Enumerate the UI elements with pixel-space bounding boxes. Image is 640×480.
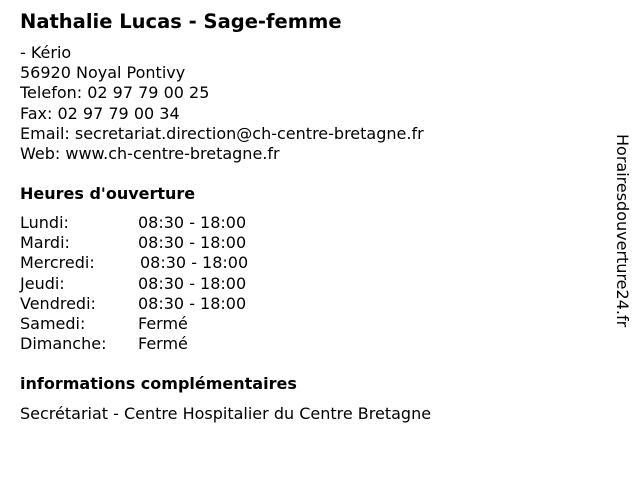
address-street: - Kério	[20, 43, 72, 62]
hours-day: Mercredi:	[20, 253, 95, 273]
hours-day: Dimanche:	[20, 334, 107, 354]
hours-row-lundi	[20, 213, 320, 233]
address-block	[20, 43, 424, 164]
hours-day: Jeudi:	[20, 273, 65, 293]
info-heading: informations complémentaires	[20, 374, 297, 393]
hours-row-dimanche	[20, 334, 320, 354]
address-city: 56920 Noyal Pontivy	[20, 63, 186, 83]
hours-time: 08:30 - 18:00	[138, 293, 247, 313]
fax-line: Fax: 02 97 79 00 34	[20, 103, 180, 123]
info-text: Secrétariat - Centre Hospitalier du Centre Bretagne	[20, 404, 432, 423]
page-title: Nathalie Lucas - Sage-femme	[20, 10, 342, 33]
site-watermark: Horairesdouverture24.fr	[613, 134, 632, 328]
hours-day: Samedi:	[20, 313, 86, 333]
web-line: Web: www.ch-centre-bretagne.fr	[20, 143, 280, 163]
hours-table	[20, 213, 320, 354]
hours-row-jeudi	[20, 274, 320, 294]
hours-row-samedi	[20, 314, 320, 334]
hours-row-mardi	[20, 233, 320, 253]
hours-row-mercredi	[20, 253, 320, 273]
hours-time: Fermé	[138, 334, 188, 354]
hours-day: Mardi:	[20, 233, 70, 253]
hours-time: 08:30 - 18:00	[138, 233, 247, 253]
hours-day: Vendredi:	[20, 293, 96, 313]
hours-time: 08:30 - 18:00	[140, 253, 249, 273]
hours-heading: Heures d'ouverture	[20, 184, 196, 203]
hours-time: Fermé	[138, 313, 188, 333]
hours-row-vendredi	[20, 294, 320, 314]
hours-day: Lundi:	[20, 213, 69, 232]
telefon-line: Telefon: 02 97 79 00 25	[20, 83, 210, 103]
hours-time: 08:30 - 18:00	[138, 273, 247, 293]
hours-time: 08:30 - 18:00	[138, 213, 247, 232]
email-line: Email: secretariat.direction@ch-centre-bretagne.fr	[20, 123, 424, 143]
